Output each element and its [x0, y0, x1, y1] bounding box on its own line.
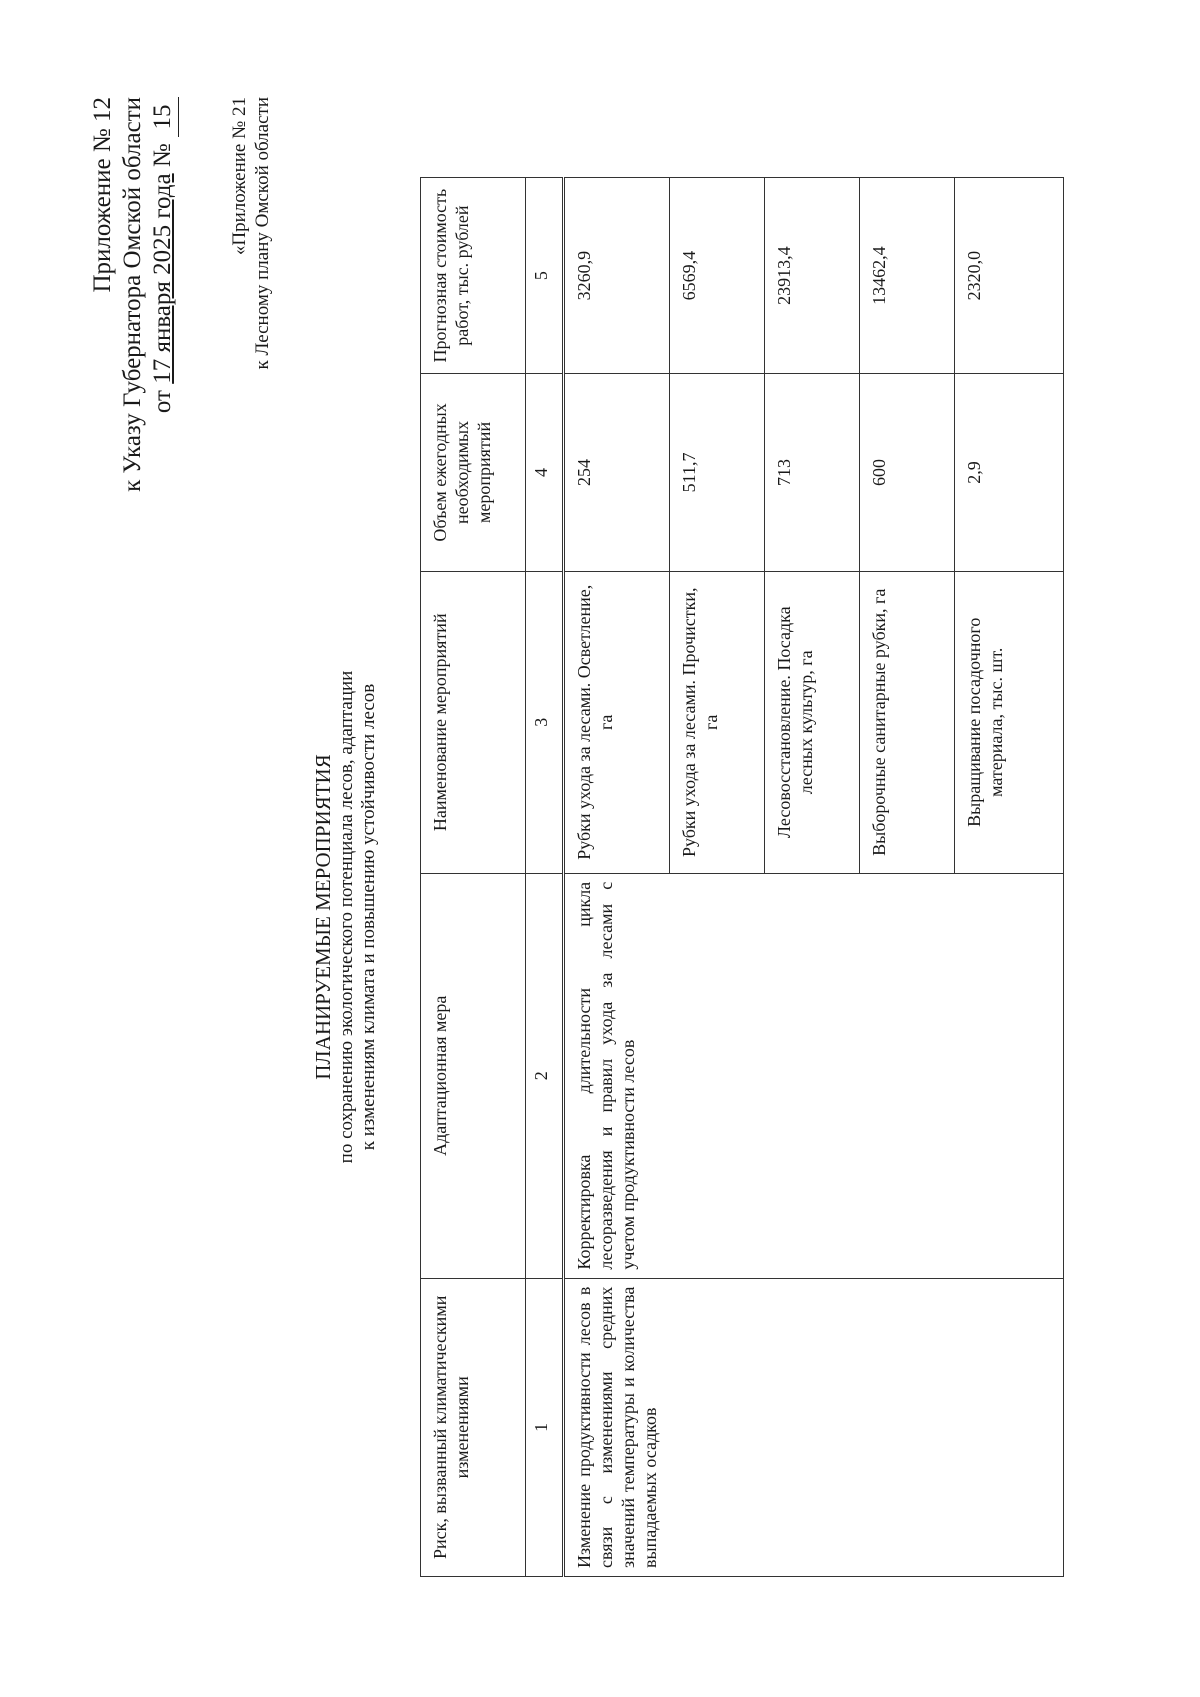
title-line-3: к изменениям климата и повышению устойчивости лесов [358, 683, 379, 1151]
volume-cell: 511,7 [670, 374, 765, 572]
measure-cell: Корректировка длительности цикла лесоразведения и правил ухода за лесами с учетом продуктивности лесов [564, 873, 1064, 1278]
from-label: от [149, 390, 176, 414]
column-number: 4 [526, 374, 564, 572]
header-measure: Адаптационная мера [421, 873, 526, 1278]
decree-date: 17 января 2025 года [149, 173, 176, 384]
forest-plan-appendix-number: «Приложение № 21 [229, 97, 250, 256]
title-line-2: по сохранению экологического потенциала лесов, адаптации [336, 670, 357, 1164]
column-numbers-row [526, 178, 564, 1577]
appendix-date-line [148, 97, 179, 637]
table-header-row [421, 178, 526, 1577]
appendix-number: Приложение № 12 [89, 97, 116, 293]
column-number: 5 [526, 178, 564, 374]
column-number: 3 [526, 571, 564, 873]
header-activity: Наименование мероприятий [421, 571, 526, 873]
forest-plan-appendix-ref: к Лесному плану Омской области [252, 97, 273, 370]
table-row [564, 178, 670, 1577]
number-label: № [149, 143, 176, 168]
cost-cell: 6569,4 [670, 178, 765, 374]
decree-number: 15 [148, 97, 179, 137]
column-number: 1 [526, 1278, 564, 1576]
header-risk: Риск, вызванный климатическими изменениями [421, 1278, 526, 1576]
volume-cell: 713 [765, 374, 860, 572]
cost-cell: 3260,9 [564, 178, 670, 374]
activity-cell: Рубки ухода за лесами. Прочистки, га [670, 571, 765, 873]
document-title [310, 367, 380, 1467]
header-cost: Прогнозная стоимость работ, тыс. рублей [421, 178, 526, 374]
cost-cell: 2320,0 [955, 178, 1064, 374]
volume-cell: 2,9 [955, 374, 1064, 572]
cost-cell: 13462,4 [860, 178, 955, 374]
volume-cell: 600 [860, 374, 955, 572]
risk-cell: Изменение продуктивности лесов в связи с изменениями средних значений температуры и количества выпадаемых осадков [564, 1278, 1064, 1576]
column-number: 2 [526, 873, 564, 1278]
cost-cell: 23913,4 [765, 178, 860, 374]
activity-cell: Рубки ухода за лесами. Осветление, га [564, 571, 670, 873]
title-main: ПЛАНИРУЕМЫЕ МЕРОПРИЯТИЯ [311, 754, 335, 1080]
forest-plan-appendix [228, 97, 274, 637]
activity-cell: Лесовосстановление. Посадка лесных культур, га [765, 571, 860, 873]
activity-cell: Выборочные санитарные рубки, га [860, 571, 955, 873]
activity-cell: Выращивание посадочного материала, тыс. шт. [955, 571, 1064, 873]
measures-table [420, 177, 1064, 1577]
header-volume: Объем ежегодных необходимых мероприятий [421, 374, 526, 572]
volume-cell: 254 [564, 374, 670, 572]
appendix-header [88, 97, 179, 637]
appendix-decree: к Указу Губернатора Омской области [119, 97, 146, 492]
